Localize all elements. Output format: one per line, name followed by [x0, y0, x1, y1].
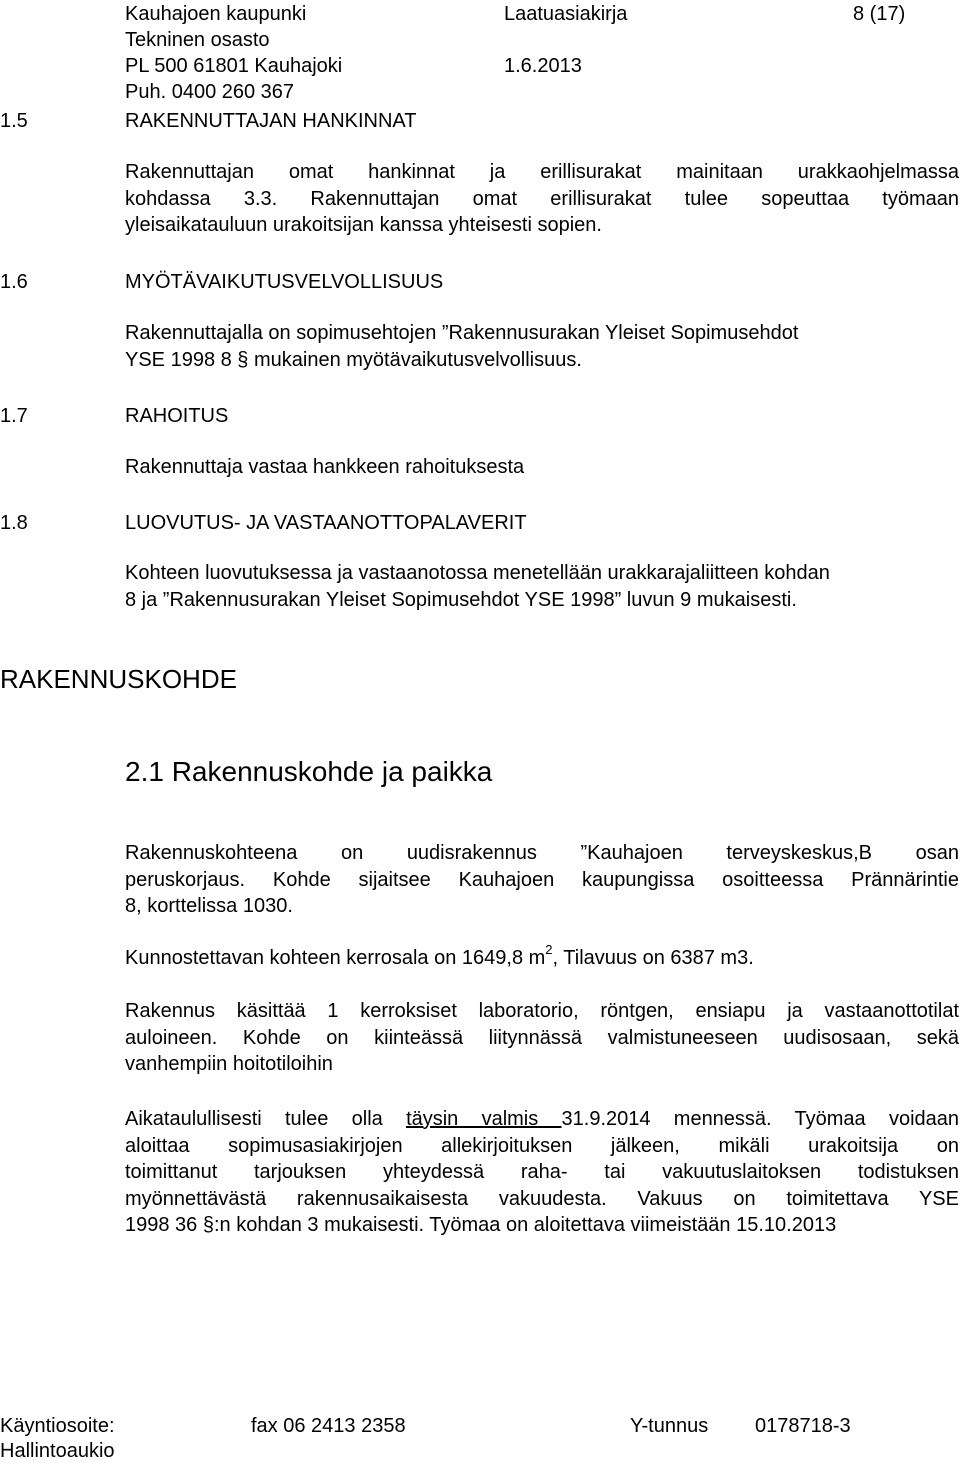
schedule-text-start: Aikataulullisesti tulee olla	[125, 1108, 407, 1130]
section-number-1-8: 1.8	[0, 512, 28, 534]
paragraph-line: toimittanut tarjouksen yhteydessä raha- tai vakuutuslaitoksen todistuksen	[125, 1161, 959, 1184]
paragraph-floor-area	[125, 942, 959, 972]
section-body-1-5	[125, 159, 959, 239]
volume-text: , Tilavuus on 6387 m3.	[552, 947, 754, 969]
footer-fax: fax 06 2413 2358	[251, 1415, 406, 1437]
header-dept: Tekninen osasto	[125, 29, 270, 51]
paragraph-line: kohdassa 3.3. Rakennuttajan omat erillisurakat tulee sopeuttaa työmaan	[125, 187, 959, 210]
underlined-text: täysin valmis	[406, 1108, 562, 1130]
header-org: Kauhajoen kaupunki	[125, 3, 307, 25]
paragraph-schedule	[125, 1106, 959, 1239]
paragraph-line: 8 ja ”Rakennusurakan Yleiset Sopimusehdot YSE 1998” luvun 9 mukaisesti.	[125, 588, 797, 611]
section-body-1-7	[125, 454, 959, 481]
header-date: 1.6.2013	[504, 55, 582, 77]
section-number-1-5: 1.5	[0, 110, 28, 132]
paragraph-line: aloittaa sopimusasiakirjojen allekirjoituksen jälkeen, mikäli urakoitsija on	[125, 1134, 959, 1157]
paragraph-line: 8, korttelissa 1030.	[125, 895, 293, 918]
footer-ytunnus: 0178718-3	[755, 1415, 851, 1437]
section-number-1-6: 1.6	[0, 271, 28, 293]
header-phone: Puh. 0400 260 367	[125, 81, 295, 103]
header-address: PL 500 61801 Kauhajoki	[125, 55, 343, 77]
superscript: 2	[545, 942, 553, 958]
section-body-1-8	[125, 560, 959, 613]
paragraph-line: Kohteen luovutuksessa ja vastaanotossa menetellään urakkarajaliitteen kohdan	[125, 562, 830, 584]
paragraph-line: Rakennuttajalla on sopimusehtojen ”Rakennusurakan Yleiset Sopimusehdot	[125, 322, 799, 344]
paragraph-line: Rakennus käsittää 1 kerroksiset laboratorio, röntgen, ensiapu ja vastaanottotilat	[125, 1000, 959, 1022]
section-title-2-1: 2.1 Rakennuskohde ja paikka	[125, 756, 493, 787]
footer-ytunnus-label: Y-tunnus	[630, 1415, 709, 1437]
paragraph-line: Rakennuttajan omat hankinnat ja erillisurakat mainitaan urakkaohjelmassa	[125, 161, 959, 183]
section-number-1-7: 1.7	[0, 405, 28, 427]
section-title-1-6: MYÖTÄVAIKUTUSVELVOLLISUUS	[125, 271, 444, 293]
paragraph-location	[125, 840, 959, 920]
paragraph-line: YSE 1998 8 § mukainen myötävaikutusvelvollisuus.	[125, 348, 582, 371]
section-title-1-8: LUOVUTUS- JA VASTAANOTTOPALAVERIT	[125, 512, 527, 534]
paragraph-premises	[125, 998, 959, 1078]
paragraph-line: peruskorjaus. Kohde sijaitsee Kauhajoen kaupungissa osoitteessa Prännärintie	[125, 868, 959, 891]
floor-area-text: Kunnostettavan kohteen kerrosala on 1649,8 m	[125, 947, 546, 969]
schedule-text-end: 31.9.2014 mennessä. Työmaa voidaan	[561, 1108, 959, 1130]
section-title-1-5: RAKENNUTTAJAN HANKINNAT	[125, 110, 417, 132]
paragraph-line: auloineen. Kohde on kiinteässä liitynnässä valmistuneeseen uudisosaan, sekä	[125, 1026, 959, 1049]
paragraph-line	[125, 942, 959, 972]
paragraph-line: Rakennuskohteena on uudisrakennus ”Kauhajoen terveyskeskus,B osan	[125, 842, 959, 864]
paragraph-line: 1998 36 §:n kohdan 3 mukaisesti. Työmaa on aloitettava viimeistään 15.10.2013	[125, 1214, 837, 1237]
header-page-number: 8 (17)	[853, 3, 906, 25]
paragraph-line: vanhempiin hoitotiloihin	[125, 1053, 333, 1076]
section-body-1-6	[125, 320, 959, 373]
paragraph-line: Rakennuttaja vastaa hankkeen rahoituksesta	[125, 456, 525, 478]
paragraph-line: myönnettävästä rakennusaikaisesta vakuudesta. Vakuus on toimitettava YSE	[125, 1187, 959, 1210]
paragraph-line	[125, 1106, 959, 1133]
footer-visit-label: Käyntiosoite:	[0, 1415, 115, 1437]
main-heading: RAKENNUSKOHDE	[0, 664, 237, 694]
section-title-1-7: RAHOITUS	[125, 405, 229, 427]
footer-admin: Hallintoaukio	[0, 1440, 115, 1462]
header-doc-type: Laatuasiakirja	[504, 3, 628, 25]
paragraph-line: yleisaikatauluun urakoitsijan kanssa yhteisesti sopien.	[125, 214, 602, 237]
